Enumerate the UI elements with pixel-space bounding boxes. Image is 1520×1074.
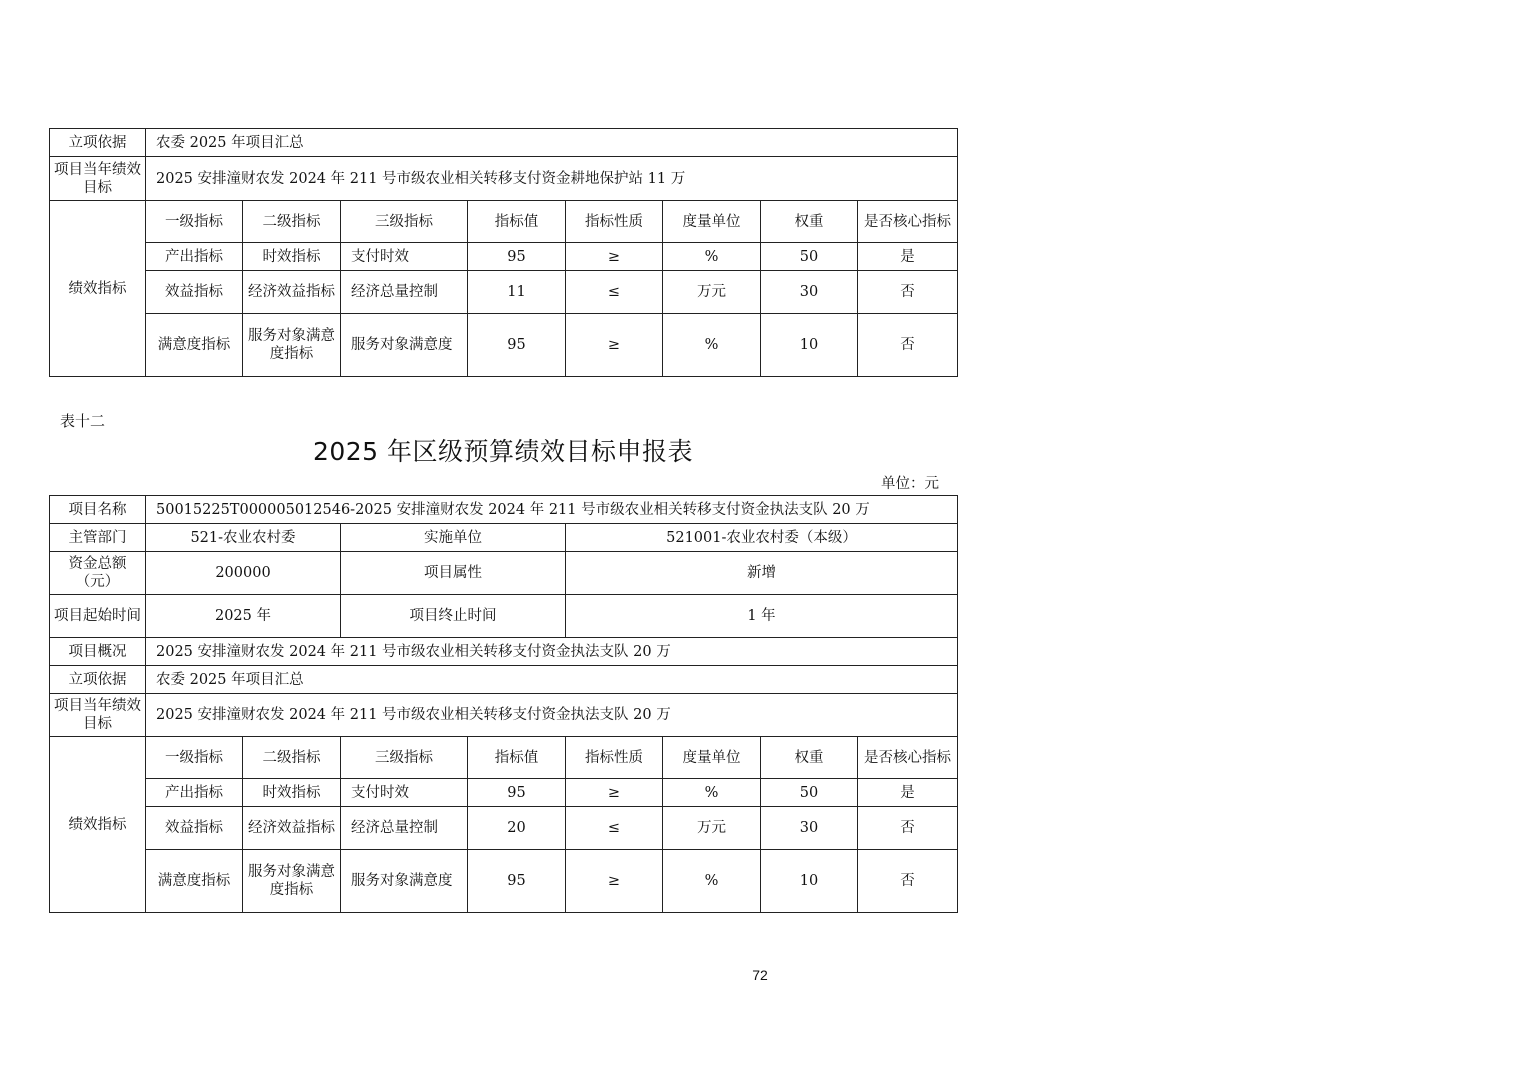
project-attribute-label: 项目属性 [341, 552, 566, 595]
table-cell: 产出指标 [146, 779, 243, 807]
header-cell: 二级指标 [243, 737, 341, 779]
department-label: 主管部门 [50, 524, 146, 552]
basis-label: 立项依据 [50, 666, 146, 694]
table-cell: 95 [468, 779, 566, 807]
end-time-label: 项目终止时间 [341, 595, 566, 638]
header-cell: 一级指标 [146, 737, 243, 779]
header-cell: 指标值 [468, 737, 566, 779]
table-cell: 是 [858, 243, 958, 271]
indicators-label: 绩效指标 [50, 737, 146, 913]
indicator-header-row [50, 201, 958, 243]
unit-label: 单位：元 [881, 476, 939, 492]
implementer-value: 521001-农业农村委（本级） [566, 524, 958, 552]
table-cell: 30 [761, 807, 858, 850]
table-cell: 万元 [663, 807, 761, 850]
overview-label: 项目概况 [50, 638, 146, 666]
start-time-label: 项目起始时间 [50, 595, 146, 638]
department-value: 521-农业农村委 [146, 524, 341, 552]
table-cell: 效益指标 [146, 271, 243, 314]
table-cell: 满意度指标 [146, 850, 243, 913]
table-row [50, 850, 958, 913]
table-cell: 50 [761, 779, 858, 807]
table-row [50, 243, 958, 271]
table-cell: ≥ [566, 314, 663, 377]
table-cell: 服务对象满意度 [341, 850, 468, 913]
header-cell: 度量单位 [663, 737, 761, 779]
page-title: 2025 年区级预算绩效目标申报表 [312, 437, 694, 466]
header-cell: 是否核心指标 [858, 737, 958, 779]
table-cell: 时效指标 [243, 779, 341, 807]
start-time-value: 2025 年 [146, 595, 341, 638]
header-cell: 度量单位 [663, 201, 761, 243]
table-cell: 经济效益指标 [243, 807, 341, 850]
table-cell: 否 [858, 271, 958, 314]
table-cell: ≥ [566, 243, 663, 271]
target-label: 项目当年绩效目标 [50, 694, 146, 737]
performance-table-1 [49, 128, 958, 377]
header-cell: 一级指标 [146, 201, 243, 243]
table-cell: ≤ [566, 807, 663, 850]
table-cell: 30 [761, 271, 858, 314]
table-cell: ≥ [566, 850, 663, 913]
project-name-value: 50015225T000005012546-2025 安排潼财农发 2024 年 211 号市级农业相关转移支付资金执法支队 20 万 [146, 496, 958, 524]
indicator-header-row [50, 737, 958, 779]
table-cell: 11 [468, 271, 566, 314]
header-cell: 二级指标 [243, 201, 341, 243]
table-cell: 经济总量控制 [341, 807, 468, 850]
table-row [50, 314, 958, 377]
header-cell: 三级指标 [341, 201, 468, 243]
table-cell: 满意度指标 [146, 314, 243, 377]
table-cell: 否 [858, 314, 958, 377]
table-row [50, 779, 958, 807]
table-cell: 是 [858, 779, 958, 807]
header-cell: 指标性质 [566, 201, 663, 243]
basis-value: 农委 2025 年项目汇总 [146, 666, 958, 694]
table-cell: 否 [858, 807, 958, 850]
table-cell: % [663, 314, 761, 377]
table-cell: 服务对象满意度指标 [243, 314, 341, 377]
table-cell: % [663, 243, 761, 271]
table-cell: 95 [468, 314, 566, 377]
table-row [50, 271, 958, 314]
implementer-label: 实施单位 [341, 524, 566, 552]
table-cell: ≤ [566, 271, 663, 314]
target-label: 项目当年绩效目标 [50, 157, 146, 201]
table-cell: 服务对象满意度 [341, 314, 468, 377]
table-cell: 产出指标 [146, 243, 243, 271]
table-cell: % [663, 779, 761, 807]
table-cell: 95 [468, 850, 566, 913]
table-cell: % [663, 850, 761, 913]
table-cell: 效益指标 [146, 807, 243, 850]
page-number: 72 [752, 967, 768, 983]
table-cell: 经济效益指标 [243, 271, 341, 314]
header-cell: 权重 [761, 201, 858, 243]
indicators-label: 绩效指标 [50, 201, 146, 377]
target-value: 2025 安排潼财农发 2024 年 211 号市级农业相关转移支付资金执法支队 20 万 [146, 694, 958, 737]
header-cell: 是否核心指标 [858, 201, 958, 243]
table-cell: 时效指标 [243, 243, 341, 271]
table-number-label: 表十二 [60, 412, 106, 430]
fund-total-value: 200000 [146, 552, 341, 595]
header-cell: 权重 [761, 737, 858, 779]
table-cell: 支付时效 [341, 779, 468, 807]
end-time-value: 1 年 [566, 595, 958, 638]
table-cell: 否 [858, 850, 958, 913]
basis-label: 立项依据 [50, 129, 146, 157]
table-cell: 20 [468, 807, 566, 850]
table-cell: 支付时效 [341, 243, 468, 271]
table-cell: 10 [761, 850, 858, 913]
header-cell: 三级指标 [341, 737, 468, 779]
project-attribute-value: 新增 [566, 552, 958, 595]
table-cell: 10 [761, 314, 858, 377]
target-value: 2025 安排潼财农发 2024 年 211 号市级农业相关转移支付资金耕地保护站 11 万 [146, 157, 958, 201]
table-cell: 服务对象满意度指标 [243, 850, 341, 913]
table-cell: 50 [761, 243, 858, 271]
overview-value: 2025 安排潼财农发 2024 年 211 号市级农业相关转移支付资金执法支队 20 万 [146, 638, 958, 666]
header-cell: 指标值 [468, 201, 566, 243]
table-cell: 经济总量控制 [341, 271, 468, 314]
performance-table-2 [49, 495, 958, 913]
table-cell: ≥ [566, 779, 663, 807]
header-cell: 指标性质 [566, 737, 663, 779]
fund-total-label: 资金总额（元） [50, 552, 146, 595]
table-cell: 95 [468, 243, 566, 271]
project-name-label: 项目名称 [50, 496, 146, 524]
table-cell: 万元 [663, 271, 761, 314]
table-row [50, 807, 958, 850]
basis-value: 农委 2025 年项目汇总 [146, 129, 958, 157]
